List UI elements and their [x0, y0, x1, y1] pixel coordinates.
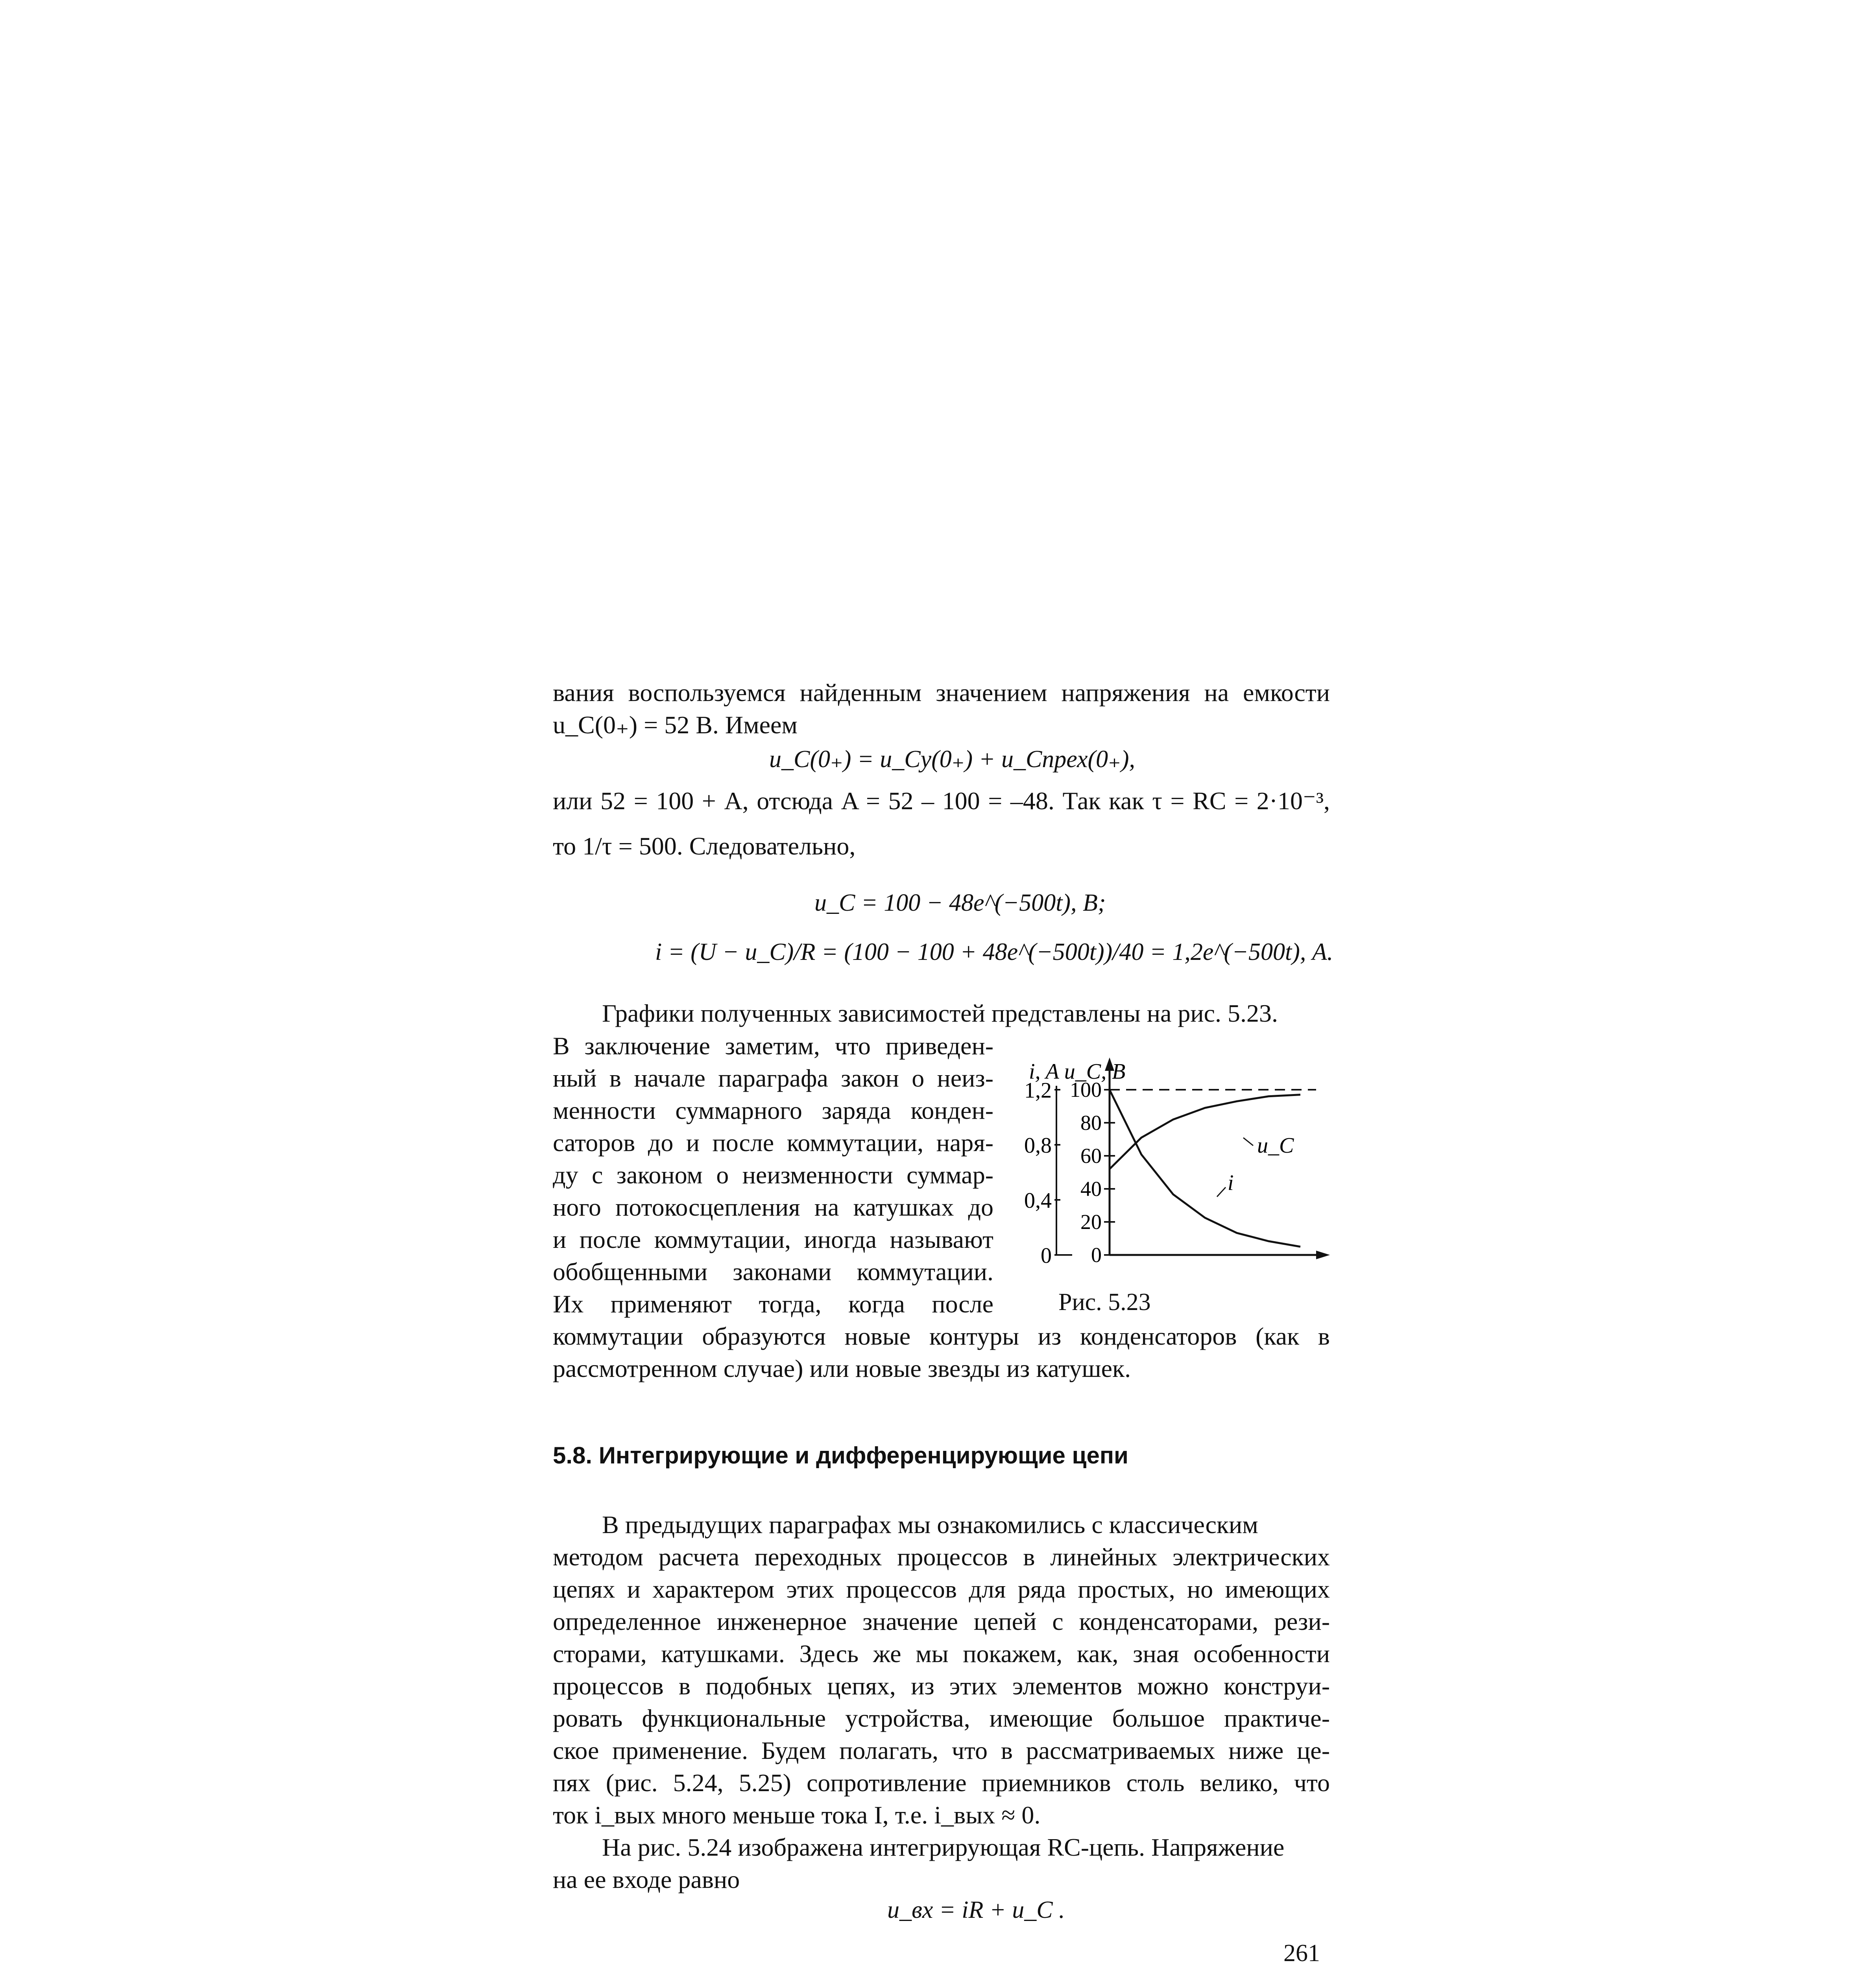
leader-i — [1217, 1187, 1226, 1197]
text-line: или 52 = 100 + A, отсюда A = 52 – 100 = –48. Так как τ = RC = 2·10⁻³, — [553, 787, 1330, 815]
text-line: ный в начале параграфа закон о неиз- — [553, 1064, 993, 1092]
tick-label-right: 0 — [1091, 1243, 1102, 1267]
text-line: саторов до и после коммутации, наря- — [553, 1129, 993, 1157]
text-line: сторами, катушками. Здесь же мы покажем, как, зная особенности — [553, 1640, 1330, 1668]
section-heading: 5.8. Интегрирующие и дифференцирующие цепи — [553, 1442, 1128, 1469]
tick-label-left: 0,4 — [1024, 1188, 1052, 1213]
text-line: цепях и характером этих процессов для ряда простых, но имеющих — [553, 1575, 1330, 1603]
tick-label-left: 0,8 — [1024, 1133, 1052, 1158]
text-line: ское применение. Будем полагать, что в рассматриваемых ниже це- — [553, 1736, 1330, 1764]
text-line: В предыдущих параграфах мы ознакомились с классическим — [602, 1511, 1258, 1539]
figure-5-23-chart — [1017, 1054, 1332, 1275]
x-axis-arrow — [1316, 1251, 1330, 1259]
text-line: u_C(0₊) = 52 В. Имеем — [553, 711, 798, 739]
text-line: В заключение заметим, что приведен- — [553, 1032, 993, 1060]
text-line: пях (рис. 5.24, 5.25) сопротивление приемников столь велико, что — [553, 1769, 1330, 1797]
text-line: ровать функциональные устройства, имеющие большое практиче- — [553, 1704, 1330, 1732]
text-line: вания воспользуемся найденным значением напряжения на емкости — [553, 679, 1330, 707]
text-line: На рис. 5.24 изображена интегрирующая RC-цепь. Напряжение — [602, 1833, 1285, 1861]
text-line: на ее входе равно — [553, 1866, 740, 1893]
tick-label-left: 0 — [1041, 1244, 1052, 1268]
leader-uc — [1243, 1138, 1253, 1146]
series-uc-line — [1110, 1095, 1300, 1169]
tick-label-right: 60 — [1080, 1144, 1102, 1168]
tick-label-right: 20 — [1080, 1210, 1102, 1234]
curve-label-uc: u_C — [1257, 1133, 1294, 1158]
formula-initial-voltage: u_C(0₊) = u_Cу(0₊) + u_Cпрех(0₊), — [769, 746, 1136, 773]
series-i-line — [1110, 1090, 1300, 1247]
curve-label-i: i — [1228, 1171, 1234, 1195]
text-line: Их применяют тогда, когда после — [553, 1290, 993, 1318]
figure-caption: Рис. 5.23 — [1058, 1289, 1151, 1316]
y-axis-label: i, A u_C, В — [1029, 1059, 1126, 1084]
tick-label-right: 100 — [1070, 1078, 1102, 1102]
tick-label-left: 1,2 — [1024, 1078, 1052, 1103]
text-line: то 1/τ = 500. Следовательно, — [553, 832, 856, 860]
formula-input-voltage: u_вх = iR + u_C . — [887, 1897, 1065, 1923]
text-line: процессов в подобных цепях, из этих элементов можно конструи- — [553, 1672, 1330, 1700]
text-line: коммутации образуются новые контуры из конденсаторов (как в — [553, 1322, 1330, 1350]
text-line: определенное инженерное значение цепей с конденсаторами, рези- — [553, 1607, 1330, 1635]
tick-label-right: 40 — [1080, 1177, 1102, 1201]
text-line: методом расчета переходных процессов в линейных электрических — [553, 1543, 1330, 1571]
text-line: ток i_вых много меньше тока I, т.е. i_вых ≈ 0. — [553, 1801, 1041, 1829]
text-line: ду с законом о неизменности суммар- — [553, 1161, 993, 1189]
text-line: обобщенными законами коммутации. — [553, 1258, 993, 1286]
text-line: рассмотренном случае) или новые звезды из катушек. — [553, 1354, 1131, 1382]
page-number: 261 — [1283, 1940, 1320, 1967]
text-line: ного потокосцепления на катушках до — [553, 1193, 993, 1221]
tick-label-right: 80 — [1080, 1111, 1102, 1135]
text-line: Графики полученных зависимостей представлены на рис. 5.23. — [602, 999, 1278, 1027]
text-line: менности суммарного заряда конден- — [553, 1096, 993, 1124]
formula-current: i = (U − u_C)/R = (100 − 100 + 48e^(−500t))/40 = 1,2e^(−500t), А. — [655, 939, 1333, 965]
text-line: и после коммутации, иногда называют — [553, 1225, 993, 1253]
formula-voltage: u_C = 100 − 48e^(−500t), В; — [814, 889, 1106, 916]
